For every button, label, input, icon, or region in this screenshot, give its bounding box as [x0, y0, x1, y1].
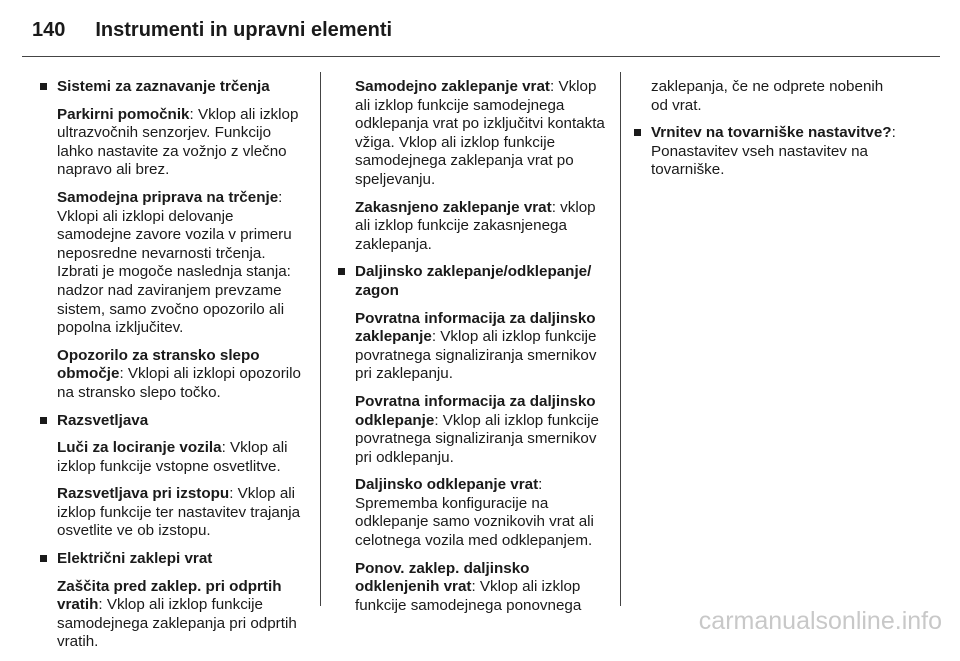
- setting-item: Samodejno zaklepanje vrat: Vklop ali izklop funkcije samodejnega odklepanja vrat po izključitvi kontakta vžiga. Vklop ali izklop funkcije samodejnega zaklepanja vrat po speljevanju.: [355, 78, 605, 188]
- column-divider: [320, 72, 321, 606]
- setting-item: Povratna informacija za daljinsko zaklepanje: Vklop ali izklop funkcije povratnega signaliziranja smernikov pri zaklepanju.: [355, 309, 597, 383]
- section-heading: Razsvetljava: [40, 412, 308, 431]
- column-1: [40, 78, 308, 661]
- setting-item: Povratna informacija za daljinsko odklepanje: Vklop ali izklop funkcije povratnega signaliziranja smernikov pri odklepanju.: [355, 392, 599, 466]
- column-2: [338, 78, 608, 624]
- bullet-square-icon: [40, 417, 47, 424]
- page-number: 140: [32, 18, 66, 41]
- section-heading: Vrnitev na tovarniške nastavitve?: Ponastavitev vseh nastavitev na tovarniške.: [634, 124, 904, 180]
- setting-item: Samodejna priprava na trčenje: Vklopi ali izklopi delovanje samodejne zavore vozila v primeru neposredne nevarnosti trčenja. Izbrati je mogoče naslednja stanja: nadzor nad zaviranjem prevzame sistem, samo zvočno opozorilo ali popolna izključitev.: [57, 188, 292, 337]
- page-header: [22, 12, 940, 48]
- setting-item-continued: zaklepanja, če ne odprete nobenih od vrat.: [651, 78, 884, 114]
- page-title: Instrumenti in upravni elementi: [95, 18, 393, 41]
- column-divider: [620, 72, 621, 606]
- bullet-square-icon: [338, 268, 345, 275]
- column-3: [634, 78, 904, 189]
- bullet-square-icon: [40, 83, 47, 90]
- section-heading: Električni zaklepi vrat: [40, 550, 308, 569]
- setting-item: Razsvetljava pri izstopu: Vklop ali izklop funkcije ter nastavitev trajanja osvetlite ve ob izstopu.: [57, 485, 301, 540]
- header-rule: [22, 56, 940, 57]
- section-heading: Sistemi za zaznavanje trčenja: [40, 78, 308, 97]
- section-heading: Daljinsko zaklepanje/odklepanje/ zagon: [338, 263, 608, 300]
- watermark: carmanualsonline.info: [698, 607, 942, 635]
- setting-item: Opozorilo za stransko slepo območje: Vklopi ali izklopi opozorilo na stransko slepo točko.: [57, 346, 301, 401]
- bullet-square-icon: [40, 555, 47, 562]
- setting-item: Zaščita pred zaklep. pri odprtih vratih: Vklop ali izklop funkcije samodejnega zaklepanja pri odprtih vratih.: [57, 577, 297, 651]
- setting-item: Ponov. zaklep. daljinsko odklenjenih vrat: Vklop ali izklop funkcije samodejnega ponovnega: [355, 559, 582, 614]
- bullet-square-icon: [634, 129, 641, 136]
- setting-item: Zakasnjeno zaklepanje vrat: vklop ali izklop funkcije zakasnjenega zaklepanja.: [355, 198, 596, 253]
- setting-item: Daljinsko odklepanje vrat: Sprememba konfiguracije na odklepanje samo voznikovih vrat ali celotnega vozila med odklepanjem.: [355, 476, 594, 550]
- setting-item: Parkirni pomočnik: Vklop ali izklop ultrazvočnih senzorjev. Funkcijo lahko nastavite za vožnjo z vlečno napravo ali brez.: [57, 105, 299, 179]
- setting-item: Luči za lociranje vozila: Vklop ali izklop funkcije vstopne osvetlitve.: [57, 439, 288, 475]
